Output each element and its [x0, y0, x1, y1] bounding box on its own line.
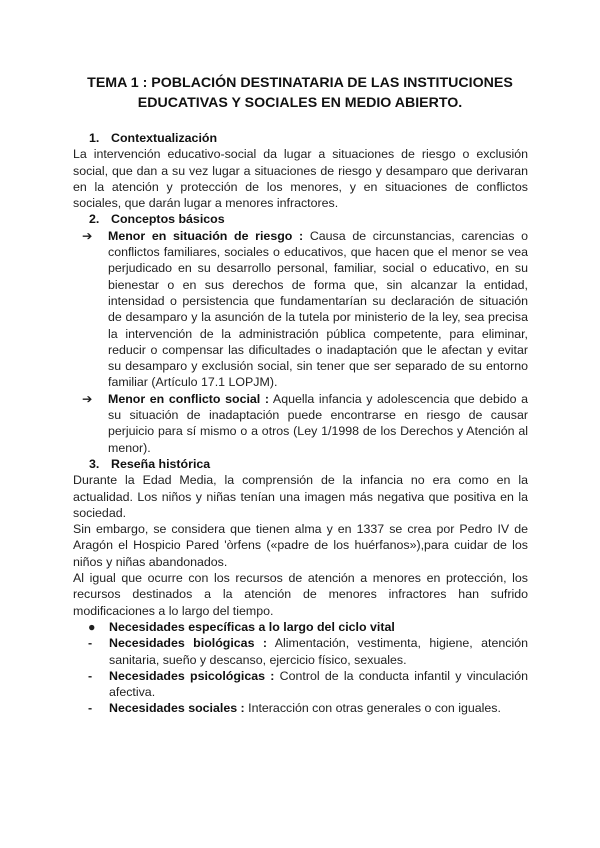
need-term: Necesidades sociales :: [109, 701, 245, 716]
need-text: Interacción con otras generales o con iguales.: [244, 701, 501, 716]
needs-bullet-text: Necesidades específicas a lo largo del ciclo vital: [109, 619, 395, 634]
dash-icon: -: [88, 701, 93, 716]
section-1-heading: [73, 130, 528, 146]
section-1-number: 1.: [89, 131, 100, 145]
section-3-number: 3.: [89, 456, 100, 471]
history-paragraph: Durante la Edad Media, la comprensión de la infancia no era como en la actualidad. Los niños y niñas tenían una imagen más negativa que positiva en la sociedad.: [73, 473, 528, 520]
definition-text: Aquella infancia y adolescencia que debido a su situación de inadaptación puede encontrarse en riesgo de causar perjuicio para sí mismo o a otros (Ley 1/1998 de los Derechos y Atención al menor).: [108, 391, 528, 455]
bullet-icon: ●: [88, 619, 96, 634]
section-1-title: Contextualización: [111, 131, 218, 145]
dash-icon: -: [88, 668, 93, 683]
section-3-heading: [73, 456, 528, 472]
need-item: [88, 700, 528, 716]
definition-term: Menor en situación de riesgo :: [108, 228, 304, 243]
definition-text: Causa de circunstancias, carencias o conflictos familiares, sociales o educativos, que hacen que el menor se vea perjudicado en su desarrollo personal, familiar, social o educativo, en su bienestar o en sus derechos de forma que, sin alcanzar la entidad, intensidad o persistencia que fundamentarían su declaración de situación de desamparo y la asunción de la tutela por ministerio de la ley, sea precisa la intervención de la administración pública competente, para eliminar, reducir o compensar las dificultades o inadaptación que le afectan y evitar su desamparo y exclusión social, sin tener que ser separado de su entorno familiar (Artículo 17.1 LOPJM).: [108, 228, 528, 390]
document-body: [73, 130, 528, 717]
definition-item: [82, 391, 528, 456]
section-2-title: Conceptos básicos: [111, 212, 225, 227]
need-term: Necesidades biológicas :: [109, 636, 268, 651]
need-text: Alimentación, vestimenta, higiene, atención sanitaria, sueño y descanso, ejercicio físico, sexuales.: [109, 636, 528, 667]
arrow-icon: ➔: [82, 391, 93, 406]
definition-term: Menor en conflicto social :: [108, 391, 269, 406]
section-3-title: Reseña histórica: [111, 456, 211, 471]
need-item: [88, 668, 528, 701]
need-text: Control de la conducta infantil y vinculación afectiva.: [109, 668, 528, 700]
page-title: TEMA 1 : POBLACIÓN DESTINATARIA DE LAS INSTITUCIONES EDUCATIVAS Y SOCIALES EN MEDIO ABIERTO.: [87, 75, 513, 111]
need-term: Necesidades psicológicas :: [109, 668, 275, 683]
section-2-heading: [73, 211, 528, 227]
arrow-icon: ➔: [82, 228, 93, 243]
dash-icon: -: [88, 636, 93, 651]
need-item: [88, 635, 528, 668]
history-paragraph: Al igual que ocurre con los recursos de atención a menores en protección, los recursos destinados a la atención de menores infractores han sufrido modificaciones a lo largo del tiempo.: [73, 571, 528, 618]
needs-bullet: [88, 619, 528, 635]
section-2-number: 2.: [89, 212, 100, 227]
definition-item: [82, 228, 528, 391]
history-paragraph: Sin embargo, se considera que tienen alma y en 1337 se crea por Pedro IV de Aragón el Hospicio Pared 'òrfens («padre de los huérfanos»),para cuidar de los niños y niñas abandonados.: [73, 522, 528, 569]
section-1-paragraph: La intervención educativo-social da lugar a situaciones de riesgo o exclusión social, que dan a su vez lugar a situaciones de riesgo y desamparo que derivaran en la atención y protección de los menores, y en situaciones de conflictos sociales, que darán lugar a menores infractores.: [73, 147, 528, 211]
